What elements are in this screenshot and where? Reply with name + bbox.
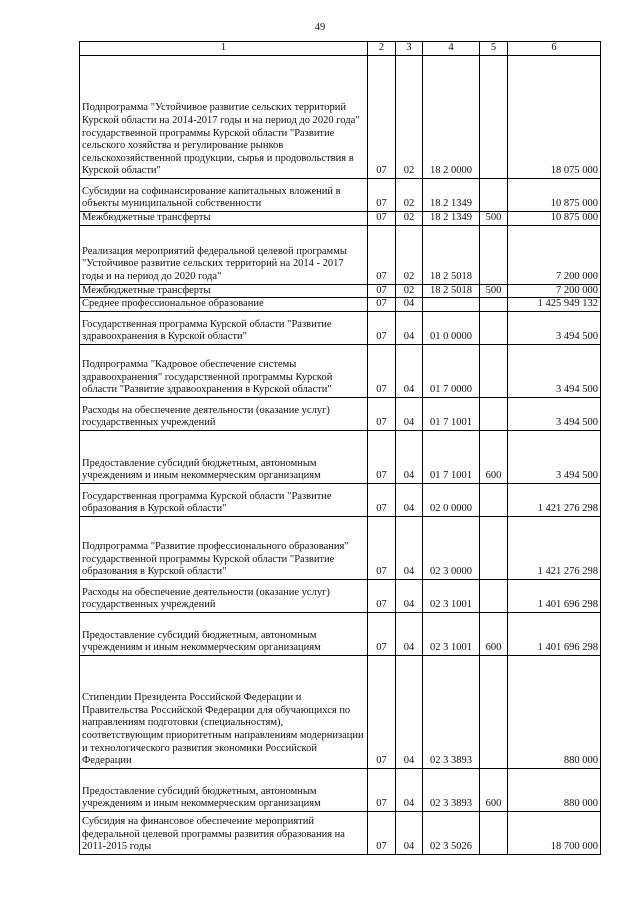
row-expense-type-code: [480, 579, 508, 612]
row-subsection-code: 02: [396, 179, 423, 212]
row-section-code: 07: [368, 483, 396, 516]
row-section-code: 07: [368, 311, 396, 344]
row-subsection-code: 04: [396, 397, 423, 430]
row-amount: 1 421 276 298: [508, 483, 601, 516]
row-target-article-code: 02 3 5026: [423, 811, 480, 854]
table-row: [80, 811, 601, 854]
table-row: [80, 56, 601, 179]
row-expense-type-code: 500: [480, 284, 508, 298]
row-name-cell: Подпрограмма "Устойчивое развитие сельских территорий Курской области на 2014-2017 годы и на период до 2020 года" государственной программы Курской области "Развитие сельского хозяйства и регулирование рынков сельскохозяйственной продукции, сырья и продовольствия в Курской области": [80, 56, 368, 179]
header-cell-4: 4: [423, 42, 480, 56]
table-row: [80, 179, 601, 212]
row-expense-type-code: [480, 179, 508, 212]
row-subsection-code: 04: [396, 768, 423, 811]
row-name-cell: Субсидии на софинансирование капитальных вложений в объекты муниципальной собственности: [80, 179, 368, 212]
table-header-row: [80, 42, 601, 56]
row-section-code: 07: [368, 284, 396, 298]
row-expense-type-code: [480, 483, 508, 516]
row-subsection-code: 02: [396, 225, 423, 284]
table-row: [80, 612, 601, 655]
row-expense-type-code: [480, 516, 508, 579]
row-subsection-code: 04: [396, 430, 423, 483]
row-section-code: 07: [368, 56, 396, 179]
row-name-cell: Межбюджетные трансферты: [80, 212, 368, 226]
table-row: [80, 768, 601, 811]
row-target-article-code: 02 3 3893: [423, 655, 480, 768]
row-name-cell: Среднее профессиональное образование: [80, 298, 368, 312]
row-section-code: 07: [368, 516, 396, 579]
header-cell-6: 6: [508, 42, 601, 56]
row-target-article-code: 01 0 0000: [423, 311, 480, 344]
row-target-article-code: 02 3 1001: [423, 612, 480, 655]
row-amount: 3 494 500: [508, 430, 601, 483]
row-name-cell: Межбюджетные трансферты: [80, 284, 368, 298]
row-name-cell: Реализация мероприятий федеральной целевой программы "Устойчивое развитие сельских территорий на 2014 - 2017 годы и на период до 2020 года": [80, 225, 368, 284]
row-target-article-code: 18 2 1349: [423, 179, 480, 212]
row-target-article-code: 02 3 1001: [423, 579, 480, 612]
row-target-article-code: [423, 298, 480, 312]
row-amount: 1 401 696 298: [508, 612, 601, 655]
row-amount: 1 425 949 132: [508, 298, 601, 312]
row-expense-type-code: [480, 655, 508, 768]
row-name-cell: Подпрограмма "Развитие профессионального образования" государственной программы Курской области "Развитие образования в Курской области": [80, 516, 368, 579]
row-target-article-code: 02 0 0000: [423, 483, 480, 516]
table-row: [80, 212, 601, 226]
row-target-article-code: 01 7 1001: [423, 397, 480, 430]
row-amount: 3 494 500: [508, 397, 601, 430]
header-cell-1: 1: [80, 42, 368, 56]
row-section-code: 07: [368, 811, 396, 854]
row-section-code: 07: [368, 655, 396, 768]
row-expense-type-code: [480, 344, 508, 397]
row-expense-type-code: 600: [480, 768, 508, 811]
row-name-cell: Стипендии Президента Российской Федерации и Правительства Российской Федерации для обучающихся по направлениям подготовки (специальностям), соответствующим приоритетным направлениям модернизации и технологического развития экономики Российской Федерации: [80, 655, 368, 768]
row-subsection-code: 04: [396, 612, 423, 655]
table-row: [80, 579, 601, 612]
row-amount: 10 875 000: [508, 179, 601, 212]
row-expense-type-code: 600: [480, 430, 508, 483]
row-subsection-code: 04: [396, 298, 423, 312]
row-amount: 18 075 000: [508, 56, 601, 179]
table-row: [80, 298, 601, 312]
table-row: [80, 655, 601, 768]
row-expense-type-code: [480, 397, 508, 430]
row-target-article-code: 18 2 0000: [423, 56, 480, 179]
table-row: [80, 397, 601, 430]
row-subsection-code: 02: [396, 212, 423, 226]
row-subsection-code: 04: [396, 483, 423, 516]
budget-table: [79, 41, 601, 855]
row-name-cell: Государственная программа Курской области "Развитие здравоохранения в Курской области": [80, 311, 368, 344]
header-cell-5: 5: [480, 42, 508, 56]
row-amount: 7 200 000: [508, 225, 601, 284]
row-amount: 3 494 500: [508, 311, 601, 344]
row-name-cell: Предоставление субсидий бюджетным, автономным учреждениям и иным некоммерческим организациям: [80, 612, 368, 655]
row-target-article-code: 18 2 5018: [423, 225, 480, 284]
table-row: [80, 516, 601, 579]
row-target-article-code: 02 3 3893: [423, 768, 480, 811]
row-section-code: 07: [368, 430, 396, 483]
row-subsection-code: 04: [396, 811, 423, 854]
row-expense-type-code: [480, 225, 508, 284]
row-subsection-code: 02: [396, 284, 423, 298]
row-section-code: 07: [368, 612, 396, 655]
row-section-code: 07: [368, 225, 396, 284]
row-expense-type-code: [480, 56, 508, 179]
table-row: [80, 483, 601, 516]
row-section-code: 07: [368, 212, 396, 226]
row-target-article-code: 01 7 1001: [423, 430, 480, 483]
row-expense-type-code: 600: [480, 612, 508, 655]
row-amount: 10 875 000: [508, 212, 601, 226]
row-expense-type-code: [480, 811, 508, 854]
row-name-cell: Расходы на обеспечение деятельности (оказание услуг) государственных учреждений: [80, 579, 368, 612]
row-name-cell: Расходы на обеспечение деятельности (оказание услуг) государственных учреждений: [80, 397, 368, 430]
row-amount: 880 000: [508, 655, 601, 768]
row-section-code: 07: [368, 179, 396, 212]
row-amount: 3 494 500: [508, 344, 601, 397]
row-amount: 7 200 000: [508, 284, 601, 298]
row-name-cell: Предоставление субсидий бюджетным, автономным учреждениям и иным некоммерческим организациям: [80, 430, 368, 483]
row-section-code: 07: [368, 298, 396, 312]
row-subsection-code: 04: [396, 344, 423, 397]
page-number: 49: [314, 22, 326, 33]
row-subsection-code: 04: [396, 311, 423, 344]
row-name-cell: Субсидия на финансовое обеспечение мероприятий федеральной целевой программы развития образования на 2011-2015 годы: [80, 811, 368, 854]
row-subsection-code: 04: [396, 655, 423, 768]
row-section-code: 07: [368, 344, 396, 397]
row-amount: 1 401 696 298: [508, 579, 601, 612]
row-amount: 880 000: [508, 768, 601, 811]
row-subsection-code: 02: [396, 56, 423, 179]
row-target-article-code: 18 2 1349: [423, 212, 480, 226]
row-expense-type-code: 500: [480, 212, 508, 226]
row-expense-type-code: [480, 311, 508, 344]
row-amount: 1 421 276 298: [508, 516, 601, 579]
row-section-code: 07: [368, 579, 396, 612]
row-subsection-code: 04: [396, 516, 423, 579]
row-name-cell: Государственная программа Курской области "Развитие образования в Курской области": [80, 483, 368, 516]
row-name-cell: Подпрограмма "Кадровое обеспечение системы здравоохранения" государственной программы Курской области "Развитие здравоохранения в Курской области": [80, 344, 368, 397]
table-row: [80, 430, 601, 483]
row-target-article-code: 02 3 0000: [423, 516, 480, 579]
row-name-cell: Предоставление субсидий бюджетным, автономным учреждениям и иным некоммерческим организациям: [80, 768, 368, 811]
row-section-code: 07: [368, 397, 396, 430]
table-row: [80, 284, 601, 298]
row-subsection-code: 04: [396, 579, 423, 612]
row-target-article-code: 18 2 5018: [423, 284, 480, 298]
row-target-article-code: 01 7 0000: [423, 344, 480, 397]
header-cell-3: 3: [396, 42, 423, 56]
row-amount: 18 700 000: [508, 811, 601, 854]
table-row: [80, 225, 601, 284]
row-expense-type-code: [480, 298, 508, 312]
header-cell-2: 2: [368, 42, 396, 56]
table-row: [80, 344, 601, 397]
row-section-code: 07: [368, 768, 396, 811]
table-row: [80, 311, 601, 344]
